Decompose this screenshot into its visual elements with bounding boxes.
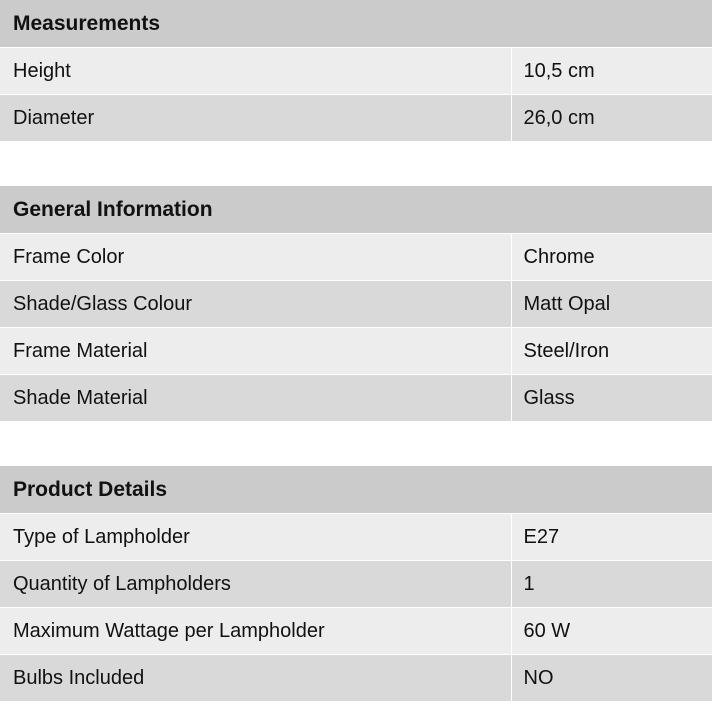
spec-label: Height: [0, 48, 511, 95]
section-title: Measurements: [0, 0, 712, 48]
section-header: [0, 466, 712, 514]
table-row: [0, 95, 712, 142]
section-title: Product Details: [0, 466, 712, 514]
section-header: [0, 186, 712, 234]
table-row: [0, 281, 712, 328]
product-details-table: [0, 466, 712, 701]
spec-label: Frame Material: [0, 328, 511, 375]
spec-value: NO: [511, 655, 712, 702]
measurements-table: [0, 0, 712, 141]
spec-value: Glass: [511, 375, 712, 422]
table-row: [0, 328, 712, 375]
spec-label: Bulbs Included: [0, 655, 511, 702]
spec-value: 10,5 cm: [511, 48, 712, 95]
spec-label: Shade Material: [0, 375, 511, 422]
section-title: General Information: [0, 186, 712, 234]
general-information-table: [0, 186, 712, 421]
section-spacer: [0, 421, 712, 466]
table-row: [0, 608, 712, 655]
spec-value: Matt Opal: [511, 281, 712, 328]
spec-value: Chrome: [511, 234, 712, 281]
spec-value: E27: [511, 514, 712, 561]
spec-label: Shade/Glass Colour: [0, 281, 511, 328]
table-row: [0, 48, 712, 95]
section-header: [0, 0, 712, 48]
spec-value: 60 W: [511, 608, 712, 655]
spec-label: Frame Color: [0, 234, 511, 281]
table-row: [0, 234, 712, 281]
spec-label: Diameter: [0, 95, 511, 142]
table-row: [0, 514, 712, 561]
spec-value: Steel/Iron: [511, 328, 712, 375]
table-row: [0, 561, 712, 608]
spec-label: Maximum Wattage per Lampholder: [0, 608, 511, 655]
spec-value: 1: [511, 561, 712, 608]
table-row: [0, 655, 712, 702]
spec-label: Quantity of Lampholders: [0, 561, 511, 608]
table-row: [0, 375, 712, 422]
section-spacer: [0, 141, 712, 186]
spec-label: Type of Lampholder: [0, 514, 511, 561]
spec-value: 26,0 cm: [511, 95, 712, 142]
